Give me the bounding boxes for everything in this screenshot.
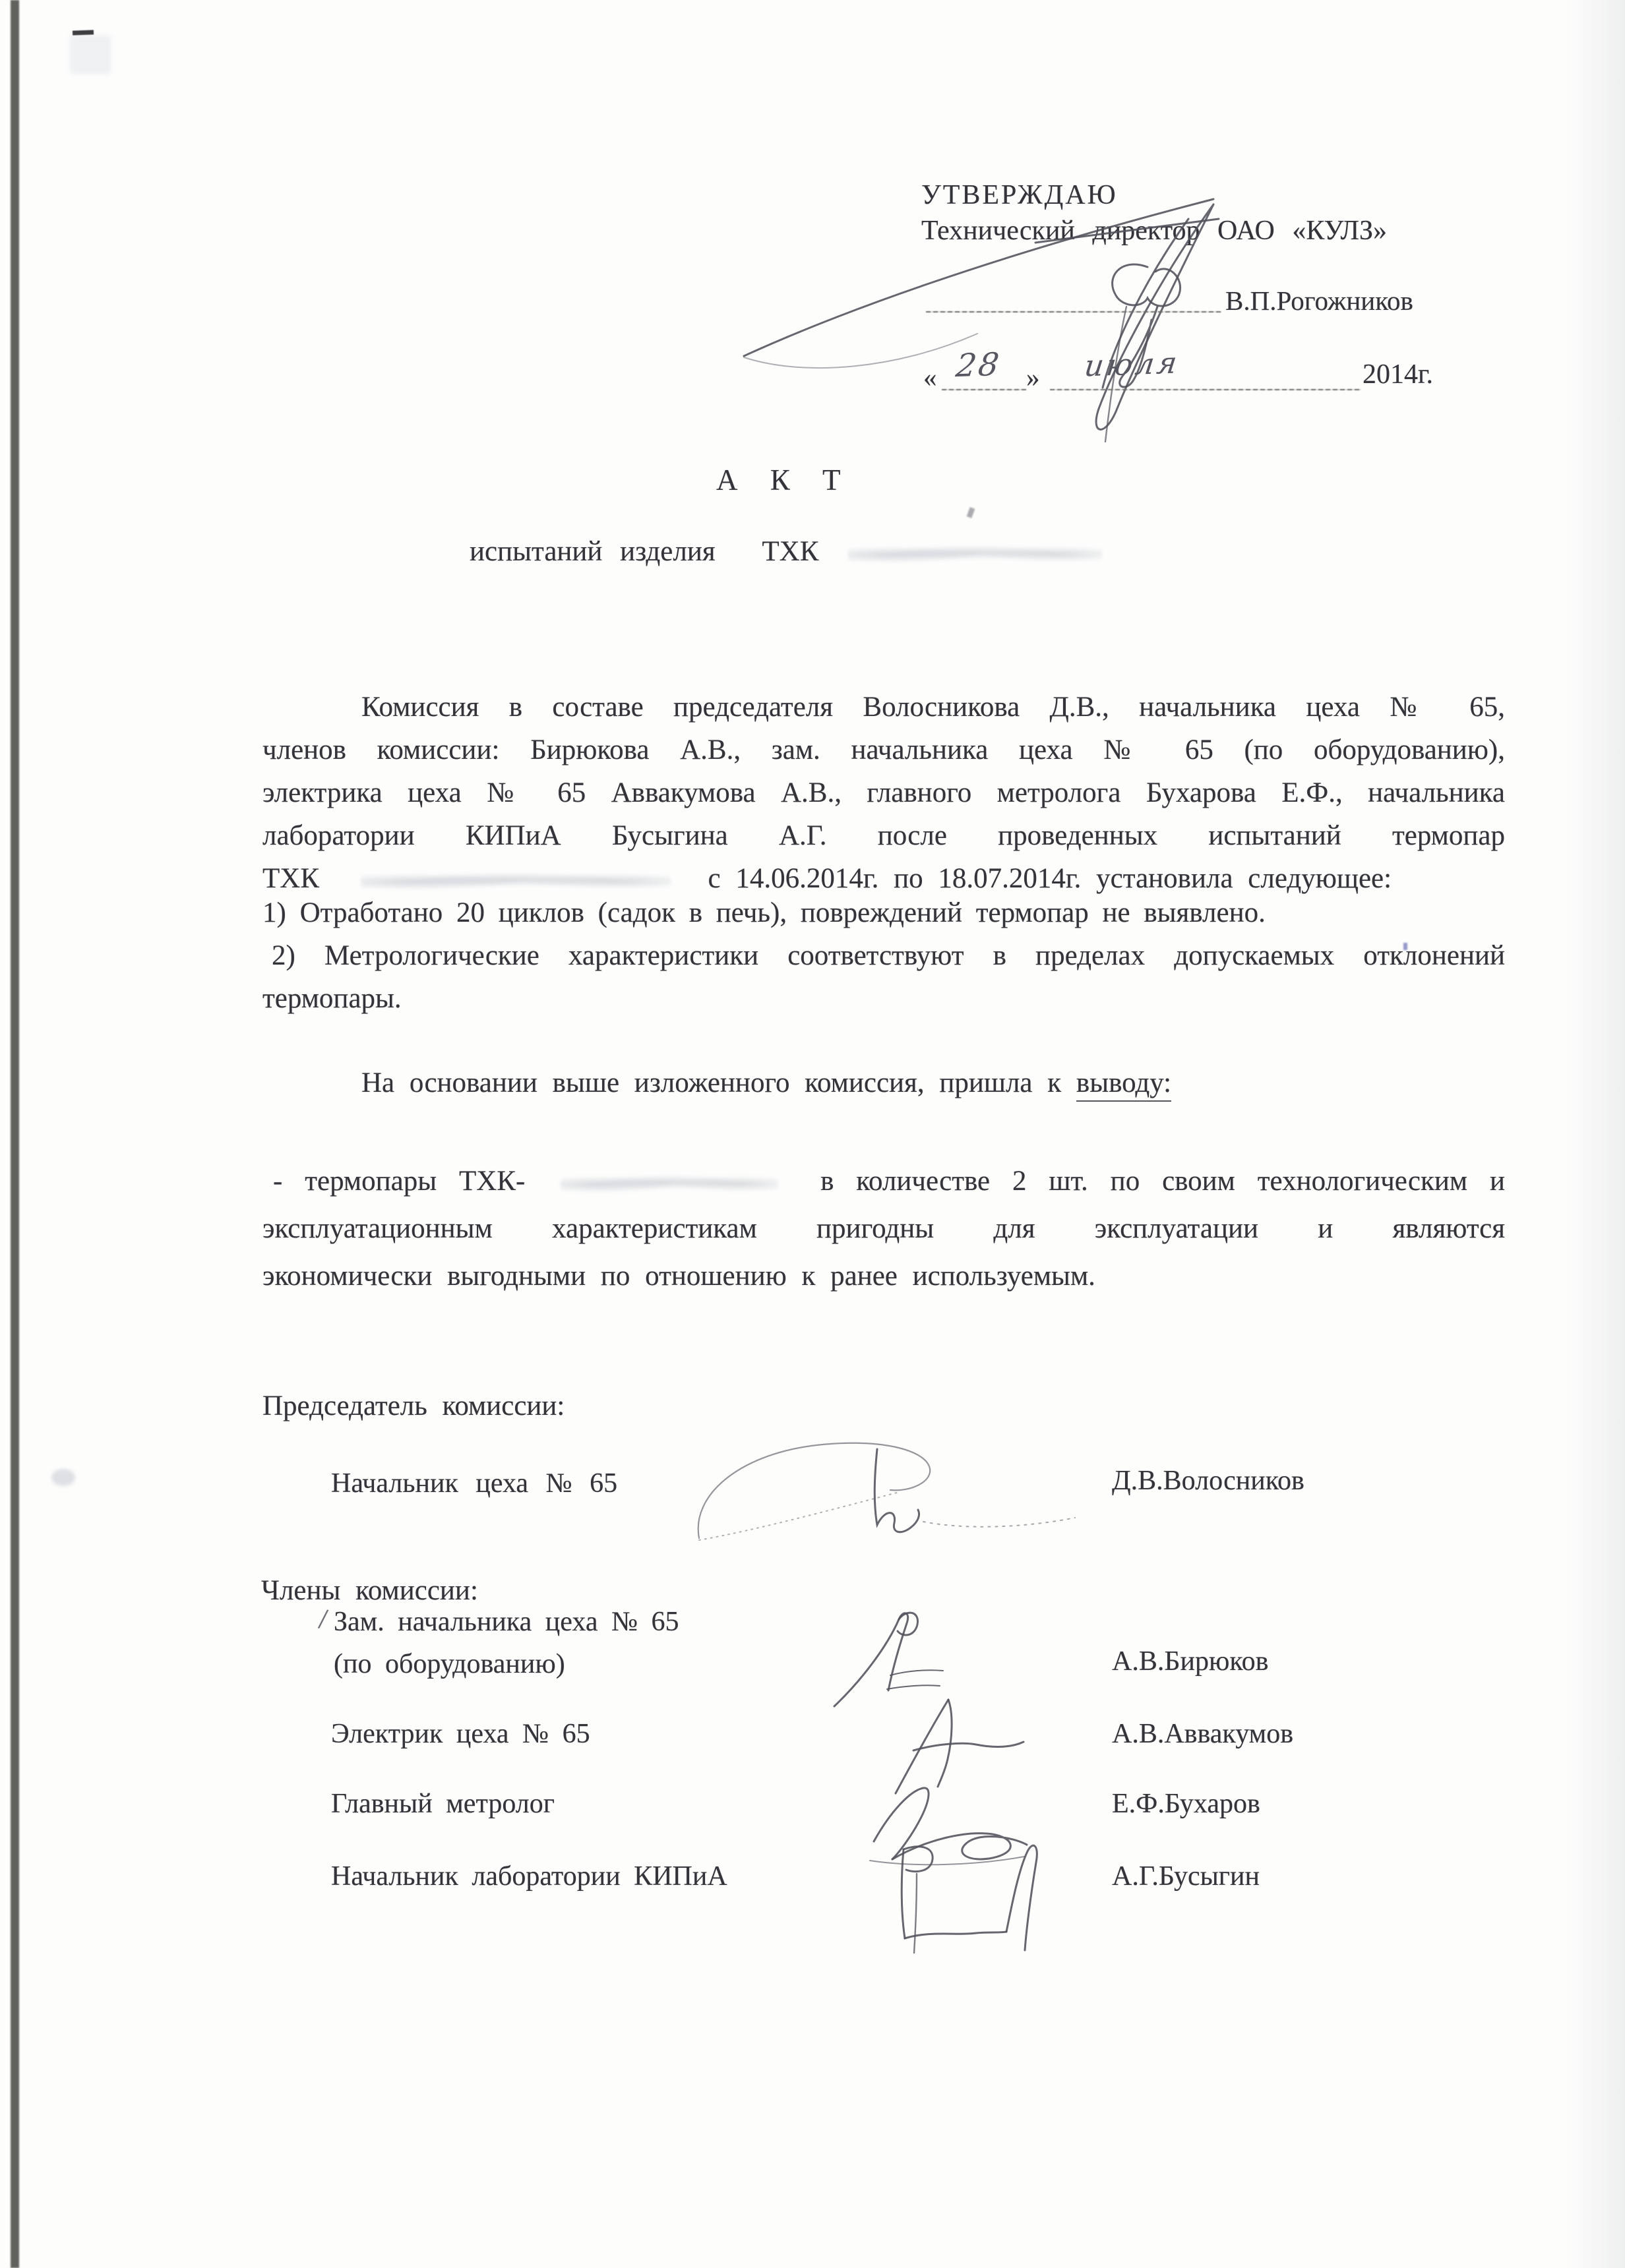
intro-dates-text: с 14.06.2014г. по 18.07.2014г. установила следующее: bbox=[708, 863, 1392, 894]
approver-name: В.П.Рогожников bbox=[1225, 285, 1413, 316]
intro-line-3: электрика цеха № 65 Аввакумова А.В., главного метролога Бухарова Е.Ф., начальника bbox=[262, 777, 1505, 808]
conclusion-quantity-text: в количестве 2 шт. по своим технологическим и bbox=[820, 1166, 1505, 1197]
erased-text-smudge-conclusion bbox=[561, 1168, 778, 1197]
member4-signature bbox=[877, 1833, 1042, 1958]
director-signature bbox=[725, 178, 1266, 488]
scan-smudge-left bbox=[51, 1469, 75, 1486]
member1-role-line1: Зам. начальника цеха № 65 bbox=[334, 1607, 679, 1637]
chairman-role: Начальник цеха № 65 bbox=[331, 1468, 618, 1499]
approver-title: Технический директор ОАО «КУЛЗ» bbox=[921, 216, 1388, 246]
member4-name: А.Г.Бусыгин bbox=[1112, 1861, 1260, 1892]
intro-paragraph bbox=[262, 686, 1505, 900]
date-day-handwritten: 28 bbox=[954, 345, 1003, 385]
conclusion-line-2: эксплуатационным характеристикам пригодны для эксплуатации и являются bbox=[262, 1213, 1505, 1244]
basis-conclusion-word: выводу: bbox=[1076, 1067, 1171, 1102]
scan-mark-dash bbox=[73, 30, 94, 35]
conclusion-product-code: - термопары ТХК- bbox=[273, 1166, 526, 1197]
intro-line-4: лаборатории КИПиА Бусыгина А.Г. после проведенных испытаний термопар bbox=[262, 820, 1505, 851]
erased-text-smudge-title bbox=[848, 538, 1102, 567]
date-month-line bbox=[1050, 389, 1361, 390]
finding-item-2-line-2: термопары. bbox=[262, 983, 402, 1014]
document-title: А К Т bbox=[716, 463, 850, 496]
date-open-quote: « bbox=[923, 362, 937, 392]
date-month-handwritten: июля bbox=[1082, 345, 1182, 384]
member3-name: Е.Ф.Бухаров bbox=[1112, 1789, 1260, 1819]
scan-smudge-topleft bbox=[70, 36, 111, 74]
subtitle-lead: испытаний изделия bbox=[470, 536, 716, 567]
conclusion-paragraph bbox=[262, 1158, 1505, 1300]
chairman-heading: Председатель комиссии: bbox=[262, 1390, 565, 1421]
conclusion-line-1 bbox=[262, 1158, 1505, 1205]
chairman-name: Д.В.Волосников bbox=[1112, 1466, 1304, 1496]
document-subtitle bbox=[470, 535, 1102, 568]
members-heading: Члены комиссии: bbox=[261, 1575, 478, 1606]
date-year: 2014г. bbox=[1363, 359, 1433, 390]
member4-role: Начальник лаборатории КИПиА bbox=[331, 1861, 727, 1892]
intro-line-2: членов комиссии: Бирюкова А.В., зам. начальника цеха № 65 (по оборудованию), bbox=[262, 734, 1505, 765]
findings-list bbox=[262, 891, 1505, 1020]
basis-text: На основании выше изложенного комиссия, пришла к bbox=[361, 1067, 1062, 1098]
scan-edge-strip bbox=[11, 0, 19, 2268]
subtitle-product-code: ТХК bbox=[762, 536, 819, 567]
approver-signature-line bbox=[926, 311, 1221, 313]
basis-sentence bbox=[262, 1067, 1505, 1099]
date-close-quote: » bbox=[1026, 362, 1040, 392]
intro-line-1: Комиссия в составе председателя Волосникова Д.В., начальника цеха № 65, bbox=[361, 692, 1505, 723]
finding-item-1: 1) Отработано 20 циклов (садок в печь), повреждений термопар не выявлено. bbox=[262, 897, 1266, 928]
date-day-line bbox=[942, 389, 1026, 390]
intro-product-code: ТХК bbox=[262, 863, 319, 894]
stray-pen-mark: / bbox=[317, 1602, 330, 1636]
member2-name: А.В.Аввакумов bbox=[1112, 1719, 1294, 1749]
member1-name: А.В.Бирюков bbox=[1112, 1646, 1269, 1677]
member2-role: Электрик цеха № 65 bbox=[331, 1719, 590, 1749]
finding-item-2-line-1: 2) Метрологические характеристики соответствуют в пределах допускаемых отклонений bbox=[272, 940, 1505, 971]
member1-role-line2: (по оборудованию) bbox=[334, 1649, 565, 1679]
conclusion-line-3: экономически выгодными по отношению к ранее используемым. bbox=[262, 1261, 1095, 1292]
scan-speck-title bbox=[967, 507, 975, 518]
scan-right-shading bbox=[1566, 0, 1625, 2268]
chairman-signature bbox=[679, 1429, 1101, 1555]
approval-stamp-word: УТВЕРЖДАЮ bbox=[921, 180, 1118, 210]
erased-text-smudge-intro bbox=[361, 865, 671, 894]
member3-role: Главный метролог bbox=[331, 1789, 555, 1819]
